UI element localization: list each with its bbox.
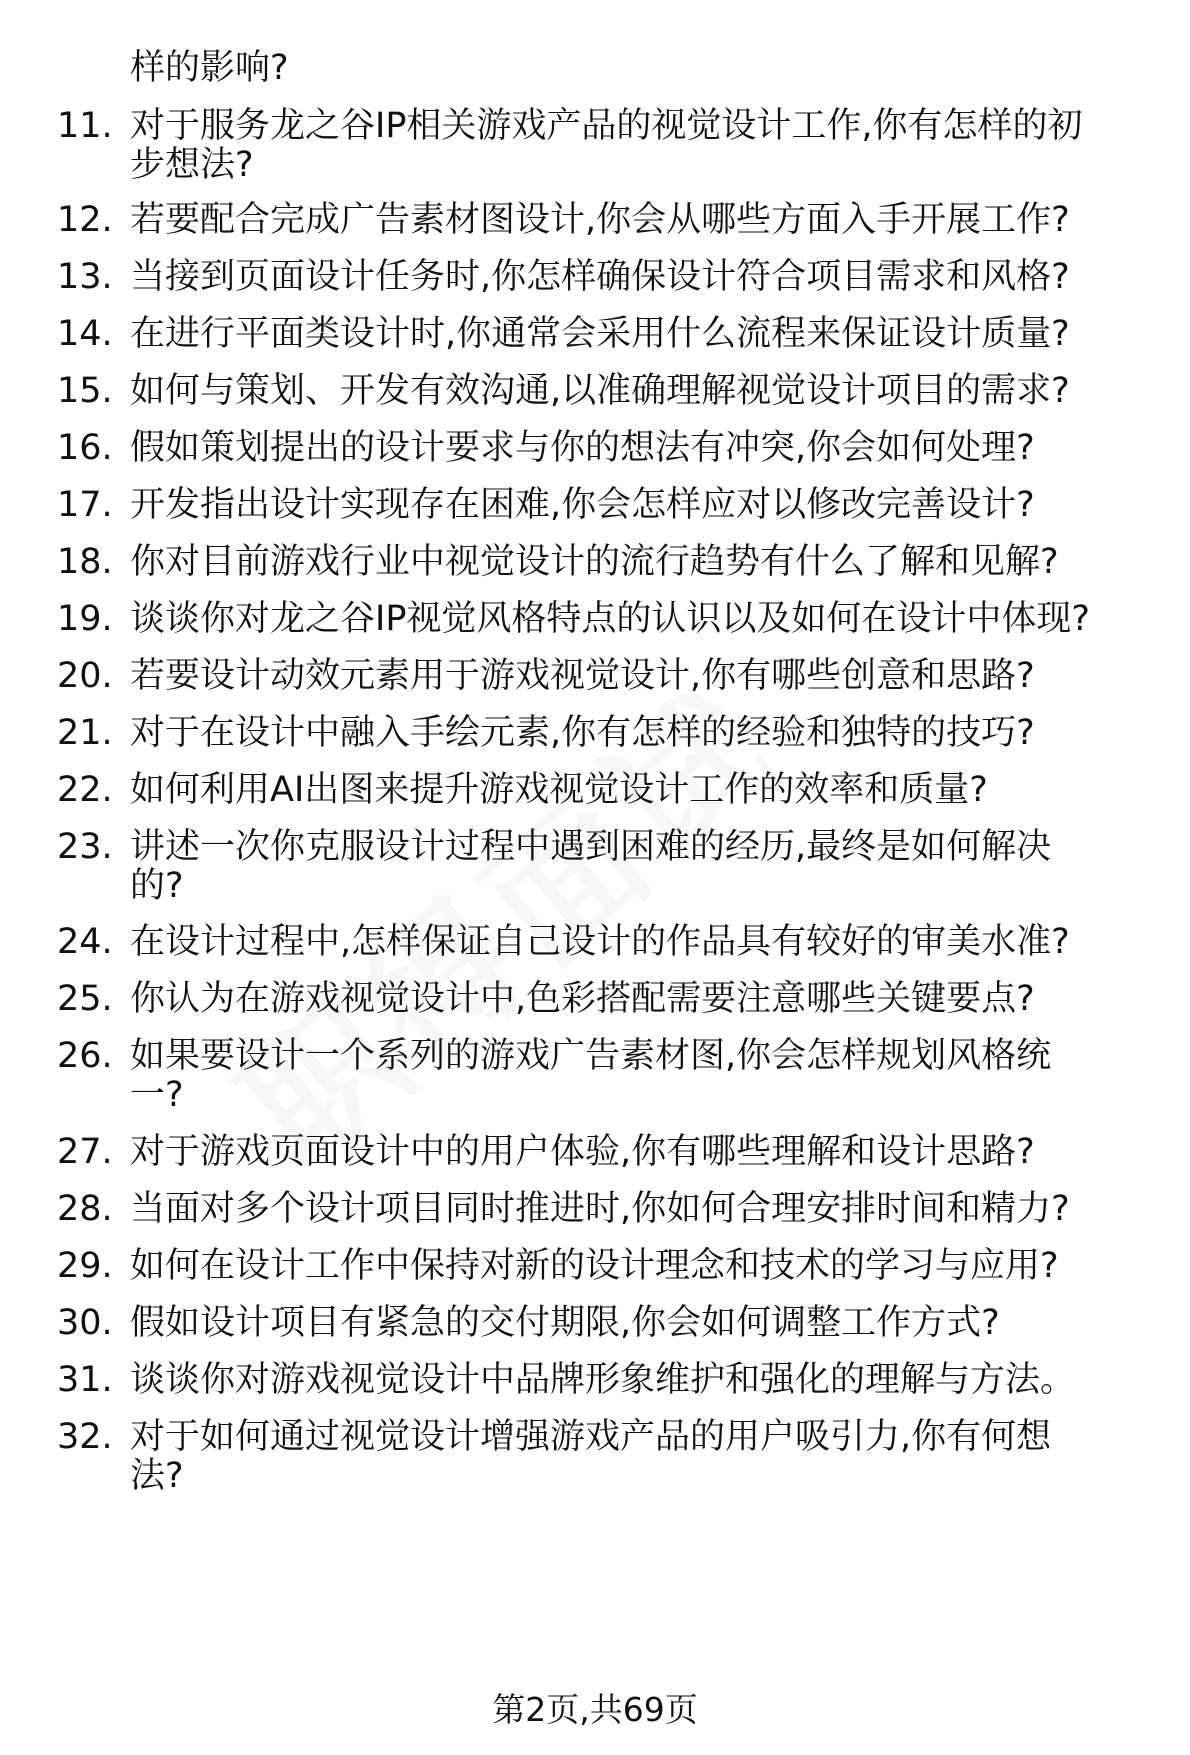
list-item-continuation bbox=[0, 1067, 1190, 1123]
question-text: 法? bbox=[130, 1456, 184, 1496]
question-number: 23. bbox=[57, 827, 113, 867]
page-number-footer: 第2页,共69页 bbox=[492, 1690, 698, 1729]
list-item-continuation bbox=[0, 1448, 1190, 1504]
question-text: 的? bbox=[130, 866, 184, 906]
list-item bbox=[0, 249, 1190, 305]
list-item bbox=[0, 648, 1190, 704]
question-text: 如何与策划、开发有效沟通,以准确理解视觉设计项目的需求? bbox=[130, 371, 1070, 411]
question-text: 一? bbox=[130, 1075, 184, 1115]
list-item bbox=[0, 192, 1190, 248]
question-number: 27. bbox=[57, 1132, 113, 1172]
list-item bbox=[0, 914, 1190, 970]
list-item bbox=[0, 1238, 1190, 1294]
list-item bbox=[0, 1352, 1190, 1408]
question-number: 28. bbox=[57, 1189, 113, 1229]
list-item bbox=[0, 762, 1190, 818]
question-number: 17. bbox=[57, 485, 113, 525]
question-text: 谈谈你对龙之谷IP视觉风格特点的认识以及如何在设计中体现? bbox=[130, 599, 1091, 639]
list-item bbox=[0, 477, 1190, 533]
continuation-line bbox=[0, 40, 1190, 96]
question-text: 假如设计项目有紧急的交付期限,你会如何调整工作方式? bbox=[130, 1303, 1000, 1343]
question-text: 如果要设计一个系列的游戏广告素材图,你会怎样规划风格统 bbox=[130, 1036, 1052, 1076]
list-item bbox=[0, 1181, 1190, 1237]
list-item bbox=[0, 1124, 1190, 1180]
question-text: 当接到页面设计任务时,你怎样确保设计符合项目需求和风格? bbox=[130, 257, 1070, 297]
question-text: 若要配合完成广告素材图设计,你会从哪些方面入手开展工作? bbox=[130, 200, 1070, 240]
list-item bbox=[0, 306, 1190, 362]
list-item bbox=[0, 363, 1190, 419]
question-text: 在设计过程中,怎样保证自己设计的作品具有较好的审美水准? bbox=[130, 922, 1070, 962]
question-number: 11. bbox=[57, 106, 113, 146]
question-number: 31. bbox=[57, 1360, 113, 1400]
question-number: 32. bbox=[57, 1417, 113, 1457]
question-text: 谈谈你对游戏视觉设计中品牌形象维护和强化的理解与方法。 bbox=[130, 1360, 1076, 1400]
question-text: 步想法? bbox=[130, 145, 254, 185]
question-number: 22. bbox=[57, 770, 113, 810]
question-text: 假如策划提出的设计要求与你的想法有冲突,你会如何处理? bbox=[130, 428, 1035, 468]
list-item bbox=[0, 705, 1190, 761]
list-item-continuation bbox=[0, 858, 1190, 914]
question-text: 当面对多个设计项目同时推进时,你如何合理安排时间和精力? bbox=[130, 1189, 1070, 1229]
question-number: 26. bbox=[57, 1036, 113, 1076]
list-item bbox=[0, 534, 1190, 590]
question-number: 30. bbox=[57, 1303, 113, 1343]
question-text: 如何在设计工作中保持对新的设计理念和技术的学习与应用? bbox=[130, 1246, 1059, 1286]
question-text: 若要设计动效元素用于游戏视觉设计,你有哪些创意和思路? bbox=[130, 656, 1035, 696]
list-item-continuation bbox=[0, 137, 1190, 193]
question-text: 开发指出设计实现存在困难,你会怎样应对以修改完善设计? bbox=[130, 485, 1035, 525]
question-number: 14. bbox=[57, 314, 113, 354]
question-text: 如何利用AI出图来提升游戏视觉设计工作的效率和质量? bbox=[130, 770, 988, 810]
question-text: 对于如何通过视觉设计增强游戏产品的用户吸引力,你有何想 bbox=[130, 1417, 1052, 1457]
question-number: 29. bbox=[57, 1246, 113, 1286]
question-number: 16. bbox=[57, 428, 113, 468]
question-text: 对于游戏页面设计中的用户体验,你有哪些理解和设计思路? bbox=[130, 1132, 1035, 1172]
question-text: 对于服务龙之谷IP相关游戏产品的视觉设计工作,你有怎样的初 bbox=[130, 106, 1083, 146]
question-text: 你对目前游戏行业中视觉设计的流行趋势有什么了解和见解? bbox=[130, 542, 1059, 582]
list-item bbox=[0, 591, 1190, 647]
question-text: 在进行平面类设计时,你通常会采用什么流程来保证设计质量? bbox=[130, 314, 1070, 354]
question-number: 20. bbox=[57, 656, 113, 696]
question-number: 15. bbox=[57, 371, 113, 411]
continuation-text: 样的影响? bbox=[130, 48, 289, 88]
question-number: 24. bbox=[57, 922, 113, 962]
question-text: 对于在设计中融入手绘元素,你有怎样的经验和独特的技巧? bbox=[130, 713, 1035, 753]
list-item bbox=[0, 420, 1190, 476]
question-number: 18. bbox=[57, 542, 113, 582]
list-item bbox=[0, 1295, 1190, 1351]
question-number: 13. bbox=[57, 257, 113, 297]
list-item bbox=[0, 971, 1190, 1027]
question-number: 19. bbox=[57, 599, 113, 639]
question-text: 你认为在游戏视觉设计中,色彩搭配需要注意哪些关键要点? bbox=[130, 979, 1035, 1019]
question-number: 25. bbox=[57, 979, 113, 1019]
question-number: 12. bbox=[57, 200, 113, 240]
question-text: 讲述一次你克服设计过程中遇到困难的经历,最终是如何解决 bbox=[130, 827, 1052, 867]
question-number: 21. bbox=[57, 713, 113, 753]
